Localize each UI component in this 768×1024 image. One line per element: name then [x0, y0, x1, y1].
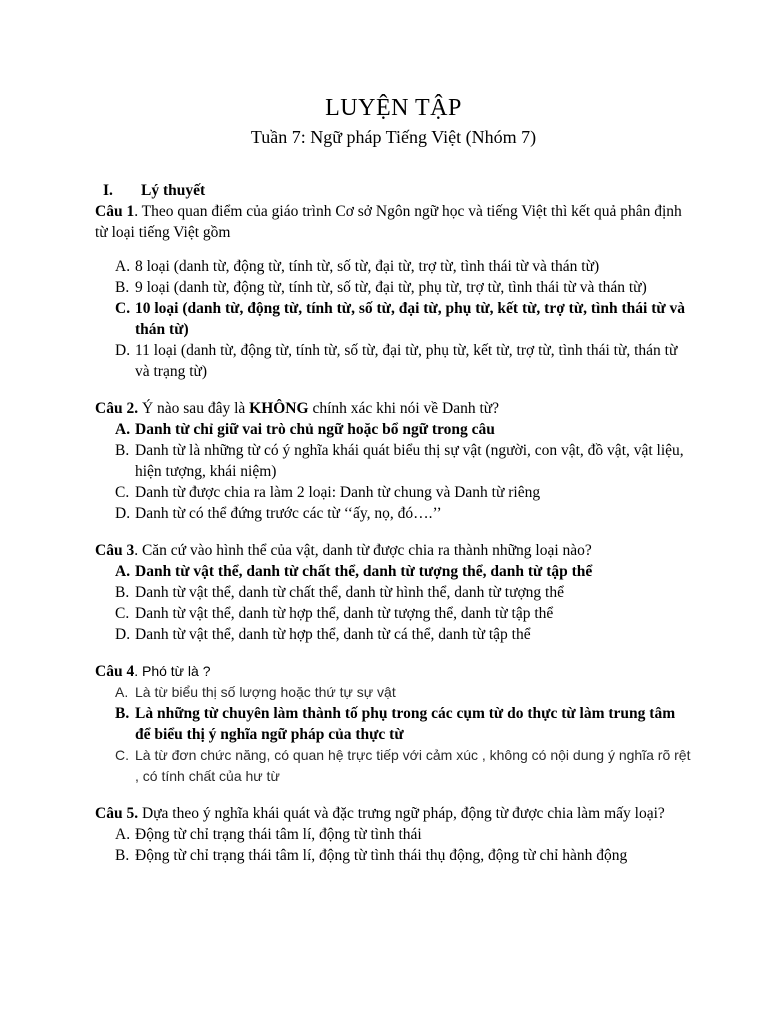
question-4-options	[95, 682, 692, 787]
option-text: Danh từ được chia ra làm 2 loại: Danh từ chung và Danh từ riêng	[135, 484, 541, 501]
option-c	[95, 482, 692, 503]
option-text: Động từ chỉ trạng thái tâm lí, động từ tình thái	[135, 826, 422, 843]
option-text: 11 loại (danh từ, động từ, tính từ, số từ, đại từ, phụ từ, kết từ, trợ từ, tình thái từ, thán từ và trạng từ)	[135, 342, 678, 380]
question-text-emphasis: KHÔNG	[249, 400, 309, 417]
option-letter: B.	[115, 847, 130, 864]
question-5-options	[95, 824, 692, 866]
option-b-correct	[95, 703, 692, 745]
option-letter: C.	[115, 484, 130, 501]
option-c	[95, 745, 692, 787]
option-letter: D.	[115, 505, 131, 522]
option-letter: A.	[115, 563, 131, 580]
option-d	[95, 340, 692, 382]
question-2	[95, 398, 692, 419]
question-5	[95, 803, 692, 824]
option-text: Danh từ chỉ giữ vai trò chủ ngữ hoặc bổ ngữ trong câu	[135, 421, 495, 438]
option-a	[95, 824, 692, 845]
option-text: Danh từ là những từ có ý nghĩa khái quát biểu thị sự vật (người, con vật, đồ vật, vật liệu, hiện tượng, khái niệm)	[135, 442, 684, 480]
question-1-options	[95, 256, 692, 382]
option-letter: A.	[115, 826, 131, 843]
option-letter: C.	[115, 605, 130, 622]
option-b	[95, 582, 692, 603]
question-label: Câu 1	[95, 203, 135, 220]
option-a-correct	[95, 561, 692, 582]
option-text: Danh từ vật thể, danh từ hợp thể, danh từ tượng thể, danh từ tập thể	[135, 605, 554, 622]
question-label: Câu 4	[95, 663, 135, 680]
option-d	[95, 624, 692, 645]
option-letter: D.	[115, 342, 131, 359]
option-text: Danh từ vật thể, danh từ hợp thể, danh từ cá thể, danh từ tập thể	[135, 626, 531, 643]
option-a	[95, 256, 692, 277]
question-label: Câu 3	[95, 542, 135, 559]
section-number: I.	[103, 182, 113, 199]
option-text: 9 loại (danh từ, động từ, tính từ, số từ, đại từ, phụ từ, trợ từ, tình thái từ và thán từ)	[135, 279, 647, 296]
option-text: Là từ biểu thị số lượng hoặc thứ tự sự vật	[135, 684, 396, 700]
question-1	[95, 201, 692, 243]
question-text-pre: Ý nào sau đây là	[138, 400, 250, 417]
option-letter: D.	[115, 626, 131, 643]
option-b	[95, 277, 692, 298]
option-letter: B.	[115, 705, 130, 722]
section-title: Lý thuyết	[141, 182, 206, 199]
option-letter: A.	[115, 421, 131, 438]
option-letter: C.	[115, 747, 129, 763]
option-text: 10 loại (danh từ, động từ, tính từ, số từ, đại từ, phụ từ, kết từ, trợ từ, tình thái từ và thán từ)	[135, 300, 686, 338]
section-heading	[95, 180, 692, 201]
option-letter: A.	[115, 258, 131, 275]
option-text: 8 loại (danh từ, động từ, tính từ, số từ, đại từ, trợ từ, tình thái từ và thán từ)	[135, 258, 600, 275]
question-3	[95, 540, 692, 561]
option-letter: C.	[115, 300, 131, 317]
question-text: . Theo quan điểm của giáo trình Cơ sở Ngôn ngữ học và tiếng Việt thì kết quả phân định từ loại tiếng Việt gồm	[95, 203, 682, 241]
question-text: Dựa theo ý nghĩa khái quát và đặc trưng ngữ pháp, động từ được chia làm mấy loại?	[138, 805, 665, 822]
option-text: Danh từ có thể đứng trước các từ ‘‘ấy, nọ, đó….’’	[135, 505, 442, 522]
question-label: Câu 5.	[95, 805, 139, 822]
question-2-options	[95, 419, 692, 524]
option-b	[95, 440, 692, 482]
question-3-options	[95, 561, 692, 645]
option-text: Là những từ chuyên làm thành tố phụ trong các cụm từ do thực từ làm trung tâm để biểu thị ý nghĩa ngữ pháp của thực từ	[135, 705, 676, 743]
question-text-post: chính xác khi nói về Danh từ?	[308, 400, 500, 417]
option-letter: B.	[115, 279, 130, 296]
option-letter: A.	[115, 684, 129, 700]
option-d	[95, 503, 692, 524]
option-text: Danh từ vật thể, danh từ chất thể, danh từ tượng thể, danh từ tập thể	[135, 563, 593, 580]
question-text: . Phó từ là ?	[134, 663, 211, 679]
question-text: . Căn cứ vào hình thể của vật, danh từ được chia ra thành những loại nào?	[134, 542, 592, 559]
option-a	[95, 682, 692, 703]
option-c-correct	[95, 298, 692, 340]
page-title: LUYỆN TẬP	[325, 95, 462, 121]
option-b	[95, 845, 692, 866]
question-4	[95, 661, 692, 682]
question-label: Câu 2.	[95, 400, 139, 417]
page-subtitle: Tuần 7: Ngữ pháp Tiếng Việt (Nhóm 7)	[250, 127, 537, 147]
option-letter: B.	[115, 442, 130, 459]
option-text: Động từ chỉ trạng thái tâm lí, động từ tình thái thụ động, động từ chỉ hành động	[135, 847, 628, 864]
option-a-correct	[95, 419, 692, 440]
option-letter: B.	[115, 584, 130, 601]
option-text: Là từ đơn chức năng, có quan hệ trực tiếp với cảm xúc , không có nội dung ý nghĩa rõ rệt , có tính chất của hư từ	[135, 747, 691, 784]
option-c	[95, 603, 692, 624]
option-text: Danh từ vật thể, danh từ chất thể, danh từ hình thể, danh từ tượng thể	[135, 584, 564, 601]
